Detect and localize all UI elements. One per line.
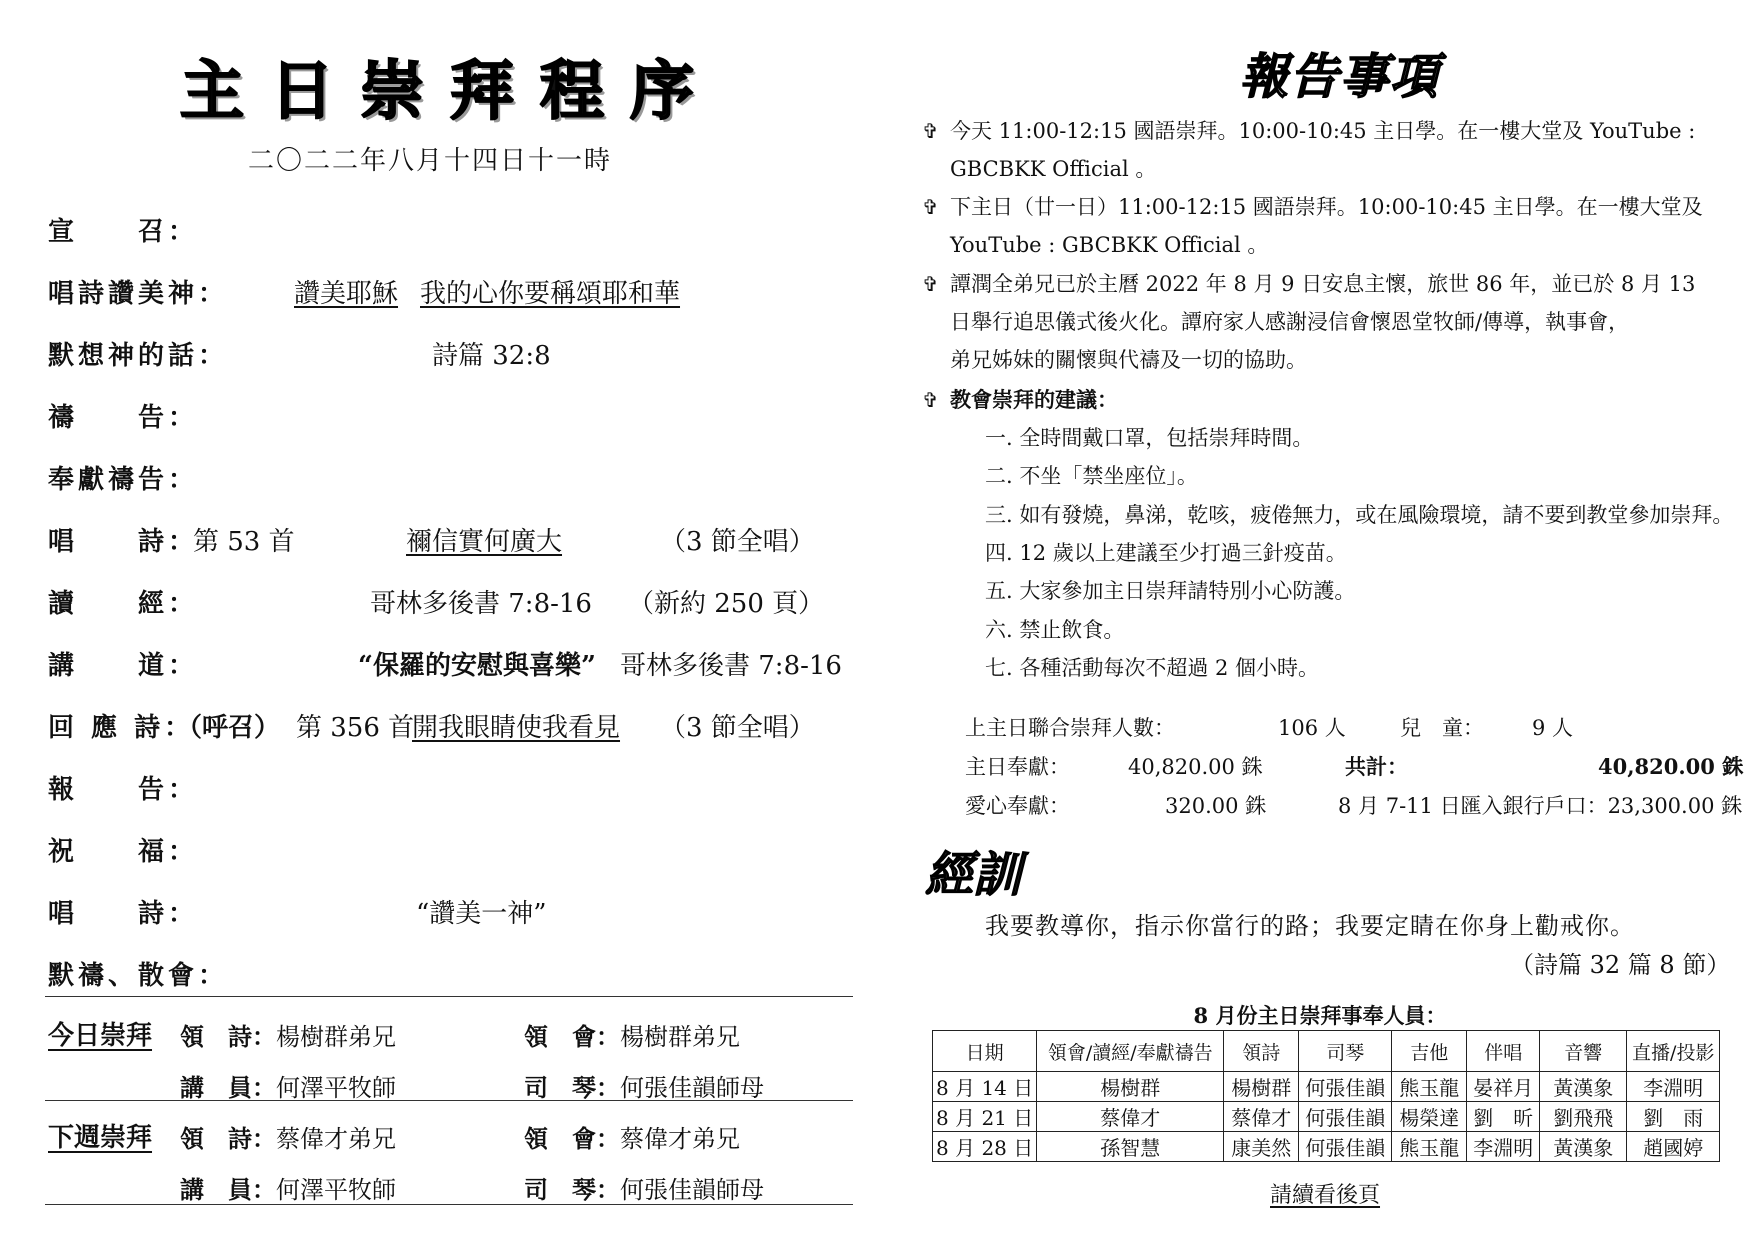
next-pianist: 何張佳韻師母	[620, 1176, 764, 1204]
attendance-value: 106 人	[1278, 716, 1346, 740]
item-sermon: 講 道： “保羅的安慰與喜樂” 哥林多後書 7:8-16	[48, 646, 848, 686]
continue-link: 請續看後頁	[1270, 1183, 1381, 1208]
hymn-title: 禰信實何廣大	[406, 527, 563, 557]
verse-reference: （詩篇 32 篇 8 節）	[1510, 951, 1731, 979]
table-row: 8 月 28 日 孫智慧 康美然 何張佳韻 熊玉龍 李淵明 黃漢象 趙國婷	[933, 1132, 1720, 1162]
announcement-item: ✞ 教會崇拜的建議：	[950, 381, 1710, 419]
suggestion-item: 二. 不坐「禁坐座位」。	[985, 464, 1198, 488]
table-header-row: 日期 領會/讀經/奉獻禱告 領詩 司琴 吉他 伴唱 音響 直播/投影	[933, 1031, 1720, 1072]
suggestion-item: 五. 大家參加主日崇拜請特別小心防護。	[985, 579, 1356, 603]
today-presider: 楊樹群弟兄	[620, 1023, 740, 1051]
offering-label: 主日奉獻：	[965, 755, 1070, 779]
announcement-item: ✞ 譚潤全弟兄已於主曆 2022 年 8 月 9 日安息主懷，旅世 86 年，並已於 8 月 13 日舉行追思儀式後火化。譚府家人感謝浸信會懷恩堂牧師/傳導，執事會， 弟兄姊妹的關懷與代禱及一切的協助。	[950, 265, 1710, 379]
sermon-title: “保羅的安慰與喜樂”	[358, 651, 596, 681]
next-speaker: 何澤平牧師	[276, 1176, 396, 1204]
table-row: 8 月 21 日 蔡偉才 蔡偉才 何張佳韻 楊榮達 劉 昕 劉飛飛 劉 雨	[933, 1102, 1720, 1132]
verse-text: 我要教導你，指示你當行的路；我要定睛在你身上勸戒你。	[985, 912, 1635, 940]
love-offering-value: 320.00 銖	[1165, 794, 1267, 818]
service-table-title: 8 月份主日崇拜事奉人員：	[1193, 1003, 1447, 1028]
hymn-1: 讚美耶穌	[294, 279, 399, 309]
next-presider: 蔡偉才弟兄	[620, 1125, 740, 1153]
hymn-2: 我的心你要稱頌耶和華	[420, 279, 681, 309]
suggestion-item: 七. 各種活動每次不超過 2 個小時。	[985, 656, 1320, 680]
announcement-item: ✞ 今天 11:00-12:15 國語崇拜。10:00-10:45 主日學。在一樓大堂及 YouTube : GBCBKK Official 。	[950, 112, 1710, 188]
total-value: 40,820.00 銖	[1598, 754, 1744, 779]
item-hymn: 唱 詩： 第 53 首 禰信實何廣大 （3 節全唱）	[48, 522, 848, 562]
item-offering-prayer: 奉獻禱告：	[48, 465, 199, 495]
today-service-heading: 今日崇拜	[48, 1021, 153, 1051]
suggestion-item: 一. 全時間戴口罩，包括崇拜時間。	[985, 426, 1314, 450]
cross-icon: ✞	[922, 388, 939, 412]
cross-icon: ✞	[922, 195, 939, 219]
total-label: 共計：	[1345, 754, 1408, 779]
children-label: 兒 童：	[1400, 716, 1484, 740]
item-dismissal: 默禱、散會：	[48, 961, 229, 991]
divider	[45, 996, 853, 997]
service-roster-table	[932, 1030, 1720, 1162]
item-response-hymn: 回 應 詩： （呼召） 第 356 首 開我眼睛使我看見 （3 節全唱）	[48, 708, 848, 748]
love-offering-label: 愛心奉獻：	[965, 794, 1070, 818]
item-blessing: 祝 福：	[48, 837, 199, 867]
item-closing-hymn: 唱 詩： “讚美一神”	[48, 899, 547, 929]
item-praise: 唱詩讚美神： 讚美耶穌 我的心你要稱頌耶和華	[48, 274, 848, 314]
children-value: 9 人	[1532, 716, 1574, 740]
suggestion-item: 六. 禁止飲食。	[985, 618, 1125, 642]
cross-icon: ✞	[922, 272, 939, 296]
item-report: 報 告：	[48, 775, 199, 805]
item-reading: 讀 經： 哥林多後書 7:8-16 （新約 250 頁）	[48, 589, 825, 619]
item-meditate: 默想神的話： 詩篇 32:8	[48, 341, 551, 371]
table-row: 8 月 14 日 楊樹群 楊樹群 何張佳韻 熊玉龍 晏祥月 黃漢象 李淵明	[933, 1072, 1720, 1102]
next-service-heading: 下週崇拜	[48, 1123, 153, 1153]
suggestion-item: 四. 12 歲以上建議至少打過三針疫苗。	[985, 541, 1347, 565]
verse-title: 經訓	[925, 847, 1022, 903]
offering-value: 40,820.00 銖	[1128, 755, 1263, 779]
announcement-item: ✞ 下主日（廿一日）11:00-12:15 國語崇拜。10:00-10:45 主日學。在一樓大堂及 YouTube : GBCBKK Official 。	[950, 188, 1710, 264]
today-pianist: 何張佳韻師母	[620, 1074, 764, 1102]
bank-transfer: 8 月 7-11 日匯入銀行戶口：23,300.00 銖	[1338, 794, 1743, 818]
divider	[45, 1204, 853, 1205]
divider	[45, 1100, 853, 1101]
suggestion-item: 三. 如有發燒，鼻涕，乾咳，疲倦無力，或在風險環境，請不要到教堂參加崇拜。	[985, 503, 1734, 527]
response-hymn-title: 開我眼睛使我看見	[412, 713, 621, 743]
attendance-label: 上主日聯合崇拜人數：	[965, 716, 1175, 740]
item-prayer: 禱 告：	[48, 403, 199, 433]
cross-icon: ✞	[922, 119, 939, 143]
program-title: 主日崇拜程序	[180, 54, 720, 129]
item-call: 宣 召：	[48, 217, 199, 247]
next-song-leader: 蔡偉才弟兄	[276, 1125, 396, 1153]
today-song-leader: 楊樹群弟兄	[276, 1023, 396, 1051]
announcements-title: 報告事項	[1240, 49, 1441, 105]
today-speaker: 何澤平牧師	[276, 1074, 396, 1102]
service-date: 二〇二二年八月十四日十一時	[247, 146, 612, 176]
